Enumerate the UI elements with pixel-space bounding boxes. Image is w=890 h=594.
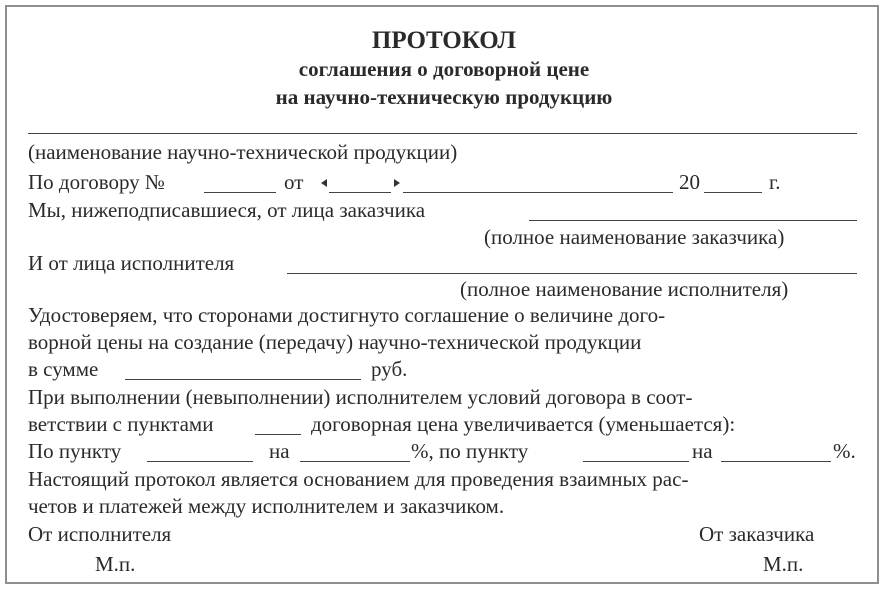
agreement-line-1: Удостоверяем, что сторонами достигнуто соглашение о величине дого- <box>28 303 666 327</box>
product-name-blank[interactable] <box>28 133 857 134</box>
clause-label-1: По пункту <box>28 439 122 463</box>
close-quote-mark-icon <box>394 179 400 187</box>
document-title: ПРОТОКОЛ <box>371 27 517 54</box>
conditions-line-1: При выполнении (невыполнении) исполнителем условий договора в соот- <box>28 385 693 409</box>
protocol-form <box>5 5 879 584</box>
contract-number-label: По договору № <box>28 170 165 194</box>
percent-end-label: %. <box>833 439 856 463</box>
clause-2-blank[interactable] <box>583 461 689 462</box>
contract-year-suffix: г. <box>769 170 781 194</box>
sum-currency: руб. <box>371 357 408 381</box>
contract-number-blank[interactable] <box>204 192 276 193</box>
contract-from-label: от <box>284 170 304 194</box>
contractor-caption: (полное наименование исполнителя) <box>460 277 789 301</box>
document-subtitle-line-2: на научно-техническую продукцию <box>275 85 613 109</box>
customer-signature-label: От заказчика <box>699 522 815 546</box>
basis-line-1: Настоящий протокол является основанием для проведения взаимных рас- <box>28 467 689 491</box>
basis-line-2: четов и платежей между исполнителем и заказчиком. <box>28 494 505 518</box>
conditions-suffix: договорная цена увеличивается (уменьшается): <box>311 412 736 436</box>
on-label-1: на <box>269 439 290 463</box>
product-name-caption: (наименование научно-технической продукции) <box>28 140 458 164</box>
customer-label: Мы, нижеподписавшиеся, от лица заказчика <box>28 198 426 222</box>
clause-1-blank[interactable] <box>147 461 253 462</box>
open-quote-mark-icon <box>321 179 327 187</box>
contract-month-blank[interactable] <box>403 192 673 193</box>
agreement-line-2: ворной цены на создание (передачу) научно-технической продукции <box>28 330 642 354</box>
contract-day-blank[interactable] <box>329 192 391 193</box>
clauses-blank[interactable] <box>255 434 301 435</box>
customer-seal-label: М.п. <box>763 552 804 576</box>
sum-label: в сумме <box>28 357 99 381</box>
conditions-prefix: ветствии с пунктами <box>28 412 214 436</box>
contract-century-label: 20 <box>679 170 700 194</box>
percent-1-blank[interactable] <box>300 461 410 462</box>
sum-blank[interactable] <box>125 379 361 380</box>
percent-2-blank[interactable] <box>721 461 831 462</box>
on-label-2: на <box>692 439 713 463</box>
customer-name-blank[interactable] <box>529 220 857 221</box>
contractor-name-blank[interactable] <box>287 273 857 274</box>
contractor-seal-label: М.п. <box>95 552 136 576</box>
percent-comma-label: %, по пункту <box>411 439 529 463</box>
customer-caption: (полное наименование заказчика) <box>484 225 785 249</box>
contract-year-blank[interactable] <box>704 192 762 193</box>
contractor-label: И от лица исполнителя <box>28 251 235 275</box>
contractor-signature-label: От исполнителя <box>28 522 172 546</box>
document-subtitle-line-1: соглашения о договорной цене <box>298 57 590 81</box>
